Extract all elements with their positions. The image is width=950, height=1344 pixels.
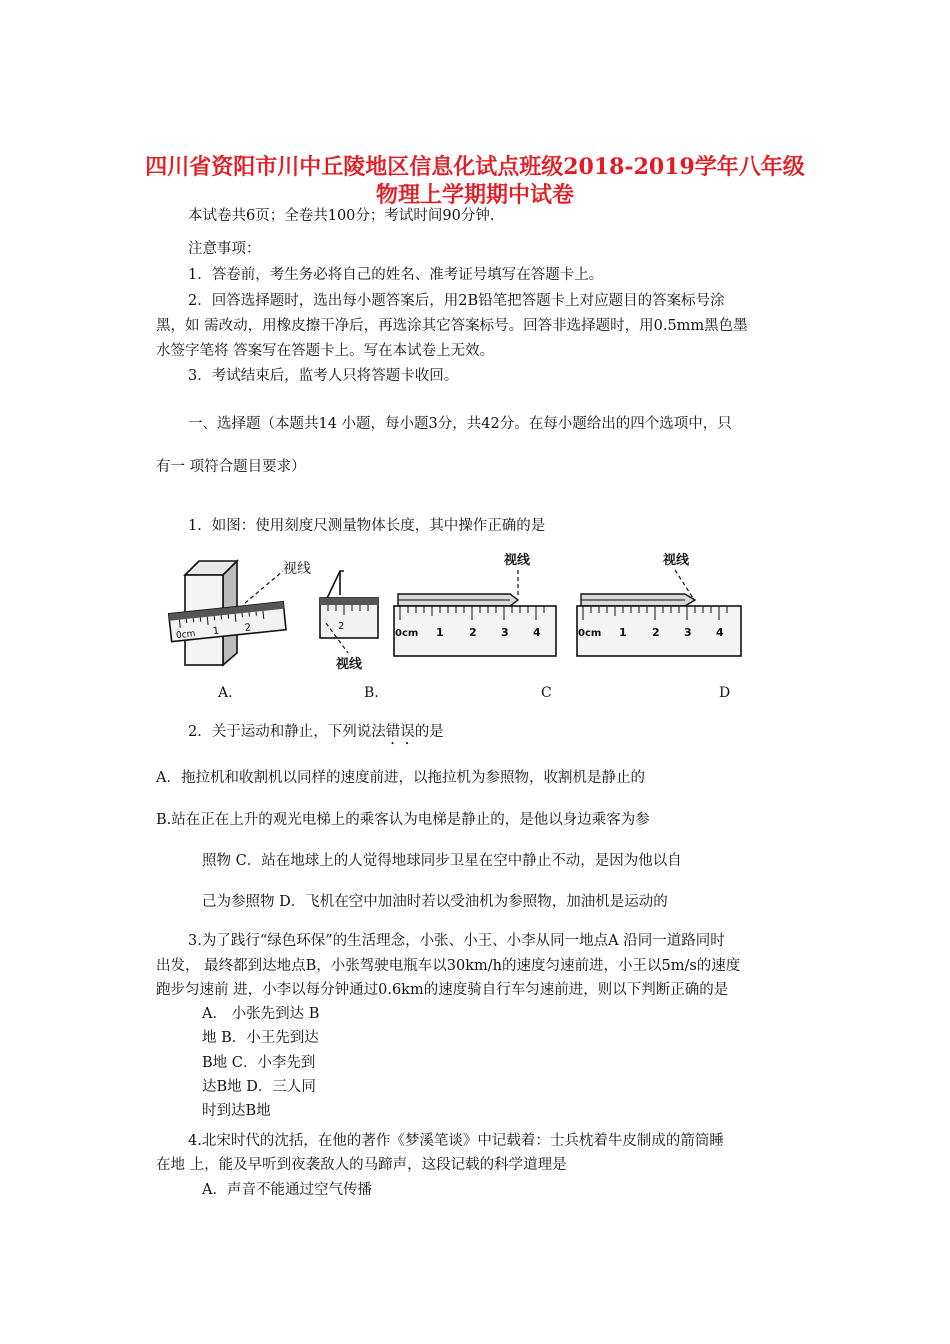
figure-d-ruler-measurement xyxy=(575,548,745,662)
q4-option-a: A．声音不能通过空气传播 xyxy=(202,1182,372,1198)
figure-a-ruler-measurement xyxy=(165,553,325,668)
q2-option-b-line1: B.站在正在上升的观光电梯上的乘客认为电梯是静止的，是他以身边乘客为参 xyxy=(156,812,650,828)
q2-stem xyxy=(188,722,444,748)
q2-stem-pre: 2．关于运动和静止，下列说法 xyxy=(188,724,386,740)
q4-line2: 在地 上，能及早听到夜袭敌人的马蹄声，这段记载的科学道理是 xyxy=(156,1157,567,1173)
document-title-line2: 物理上学期期中试卷 xyxy=(375,182,574,208)
note-3: 3．考试结束后，监考人只将答题卡收回。 xyxy=(188,368,459,384)
q2-stem-emphasis: 错误 xyxy=(385,724,415,740)
note-1: 1．答卷前，考生务必将自己的姓名、准考证号填写在答题卡上。 xyxy=(188,267,604,283)
q3-options-line4: 达B地 D．三人同 xyxy=(202,1079,316,1095)
q1-option-d-label: D xyxy=(719,685,731,701)
ruler-d-tick-2: 2 xyxy=(652,626,660,639)
ruler-d-unit: 0cm xyxy=(578,628,602,639)
q3-options-line3: B地 C．小李先到 xyxy=(202,1055,316,1071)
ruler-d-tick-1: 1 xyxy=(619,626,627,639)
notes-heading: 注意事项： xyxy=(188,241,261,257)
q3-options-line2: 地 B．小王先到达 xyxy=(202,1030,319,1046)
ruler-d-tick-3: 3 xyxy=(684,626,692,639)
q3-options-line5: 时到达B地 xyxy=(202,1103,271,1119)
q3-line3: 跑步匀速前 进，小李以每分钟通过0.6km的速度骑自行车匀速前进，则以下判断正确的是 xyxy=(156,982,729,998)
sightline-label-c: 视线 xyxy=(504,553,531,568)
q2-stem-post: 的是 xyxy=(414,724,444,740)
q2-option-b-line2: 照物 C．站在地球上的人觉得地球同步卫星在空中静止不动，是因为他以自 xyxy=(202,853,682,869)
q4-line1: 4.北宋时代的沈括，在他的著作《梦溪笔谈》中记载着：士兵枕着牛皮制成的箭筒睡 xyxy=(188,1133,724,1149)
section-heading-line1: 一、选择题（本题共14 小题，每小题3分，共42分。在每小题给出的四个选项中，只 xyxy=(188,416,732,432)
note-2-line2: 黑，如 需改动，用橡皮擦干净后，再选涂其它答案标号。回答非选择题时，用0.5mm黑色墨 xyxy=(156,318,748,334)
q3-line1: 3.为了践行“绿色环保”的生活理念，小张、小王、小李从同一地点A 沿同一道路同时 xyxy=(188,933,725,949)
ruler-a-tick-2: 2 xyxy=(244,622,252,634)
ruler-a-tick-1: 1 xyxy=(212,625,220,638)
ruler-b-tick-2: 2 xyxy=(338,621,345,632)
q1-option-a-label: A. xyxy=(218,685,233,701)
q1-stem: 1．如图：使用刻度尺测量物体长度，其中操作正确的是 xyxy=(188,518,546,534)
note-2-line3: 水签字笔将 答案写在答题卡上。写在本试卷上无效。 xyxy=(156,343,495,359)
q1-option-b-label: B. xyxy=(364,685,379,701)
ruler-c-tick-3: 3 xyxy=(501,626,509,639)
ruler-c-tick-4: 4 xyxy=(533,626,541,639)
ruler-c-tick-2: 2 xyxy=(469,626,477,639)
document-title-line1: 四川省资阳市川中丘陵地区信息化试点班级2018-2019学年八年级 xyxy=(145,154,805,180)
figure-c-ruler-measurement xyxy=(392,550,560,662)
q2-option-a: A．拖拉机和收割机以同样的速度前进，以拖拉机为参照物，收割机是静止的 xyxy=(156,770,645,786)
q3-options-line1: A． 小张先到达 B xyxy=(202,1006,320,1022)
q2-option-b-line3: 己为参照物 D．飞机在空中加油时若以受油机为参照物，加油机是运动的 xyxy=(202,894,668,910)
q3-line2: 出发， 最终都到达地点B，小张驾驶电瓶车以30km/h的速度匀速前进，小王以5m/s的速度 xyxy=(156,958,741,974)
ruler-d-tick-4: 4 xyxy=(716,626,724,639)
exam-intro: 本试卷共6页；全卷共100分；考试时间90分钟. xyxy=(188,208,495,224)
figure-b-ruler-measurement xyxy=(318,553,380,673)
ruler-a-unit: 0cm xyxy=(175,629,196,642)
q1-option-c-label: C xyxy=(541,685,552,701)
sightline-label-b: 视线 xyxy=(336,657,363,672)
section-heading-line2: 有一 项符合题目要求） xyxy=(156,459,306,475)
ruler-c-unit: 0cm xyxy=(395,628,419,639)
sightline-label-a: 视线 xyxy=(283,561,311,577)
ruler-c-tick-1: 1 xyxy=(436,626,444,639)
sightline-label-d: 视线 xyxy=(663,553,690,568)
note-2-line1: 2．回答选择题时，选出每小题答案后，用2B铅笔把答题卡上对应题目的答案标号涂 xyxy=(188,293,725,309)
